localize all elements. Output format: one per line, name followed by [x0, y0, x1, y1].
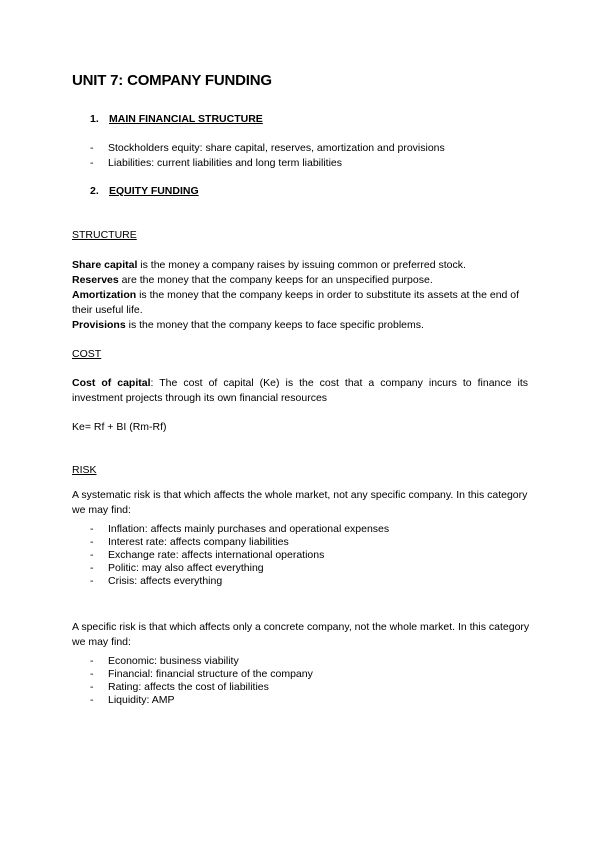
cost-of-capital-paragraph: Cost of capital: The cost of capital (Ke) is the cost that a company incurs to finance its investment projects through its own financial resources: [72, 377, 528, 404]
page-title: UNIT 7: COMPANY FUNDING: [72, 72, 272, 89]
definition-share-capital: Share capital is the money a company raises by issuing common or preferred stock.: [72, 259, 466, 271]
list-item: - Economic: business viability: [90, 655, 239, 667]
bullet-dash: -: [90, 574, 94, 587]
specific-risk-list: [90, 655, 313, 707]
section-number: 1.: [90, 113, 99, 125]
list-item: - Rating: affects the cost of liabilities: [90, 680, 269, 693]
list-item: - Interest rate: affects company liabilities: [90, 535, 289, 548]
cost-term: Cost of capital: [72, 377, 151, 389]
list-item: - Inflation: affects mainly purchases and operational expenses: [90, 523, 390, 535]
bullet-dash: -: [90, 680, 94, 693]
list-item: - Financial: financial structure of the company: [90, 667, 313, 680]
list-item: - Crisis: affects everything: [90, 574, 223, 587]
subheading-structure: STRUCTURE: [72, 229, 137, 241]
systematic-risk-intro: A systematic risk is that which affects the whole market, not any specific company. In this category we may find:: [72, 489, 528, 516]
definition-amortization: Amortization is the money that the company keeps in order to substitute its assets at the end of their useful life.: [72, 289, 520, 316]
structure-definitions: [72, 258, 530, 333]
section-heading-main-financial-structure: [90, 113, 263, 125]
section-title: MAIN FINANCIAL STRUCTURE: [109, 113, 263, 125]
list-item: - Liquidity: AMP: [90, 693, 175, 706]
bullet-dash: -: [90, 693, 94, 706]
bullet-dash: -: [90, 523, 94, 535]
bullet-dash: -: [90, 655, 94, 667]
specific-risk-intro: A specific risk is that which affects only a concrete company, not the whole market. In this category we may find:: [72, 621, 530, 648]
bullet-dash: -: [90, 667, 94, 680]
subheading-risk: RISK: [72, 464, 97, 476]
bullet-dash: -: [90, 535, 94, 548]
list-item: - Politic: may also affect everything: [90, 561, 264, 574]
bullet-dash: -: [90, 142, 94, 154]
section-title: EQUITY FUNDING: [109, 185, 199, 197]
definition-reserves: Reserves are the money that the company keeps for an unspecified purpose.: [72, 274, 433, 286]
section-heading-equity-funding: [90, 185, 199, 197]
bullet-dash: -: [90, 548, 94, 561]
subheading-cost: COST: [72, 348, 102, 360]
list-item: - Liabilities: current liabilities and long term liabilities: [90, 157, 343, 169]
bullet-dash: -: [90, 157, 94, 169]
definition-provisions: Provisions is the money that the company keeps to face specific problems.: [72, 319, 424, 331]
ke-formula: Ke= Rf + BI (Rm-Rf): [72, 421, 167, 433]
bullet-dash: -: [90, 561, 94, 574]
section-number: 2.: [90, 185, 99, 197]
systematic-risk-list: [90, 523, 389, 588]
bullet-list-financial-structure: [90, 141, 445, 171]
list-item: - Exchange rate: affects international operations: [90, 548, 325, 561]
list-item: - Stockholders equity: share capital, reserves, amortization and provisions: [90, 142, 445, 154]
